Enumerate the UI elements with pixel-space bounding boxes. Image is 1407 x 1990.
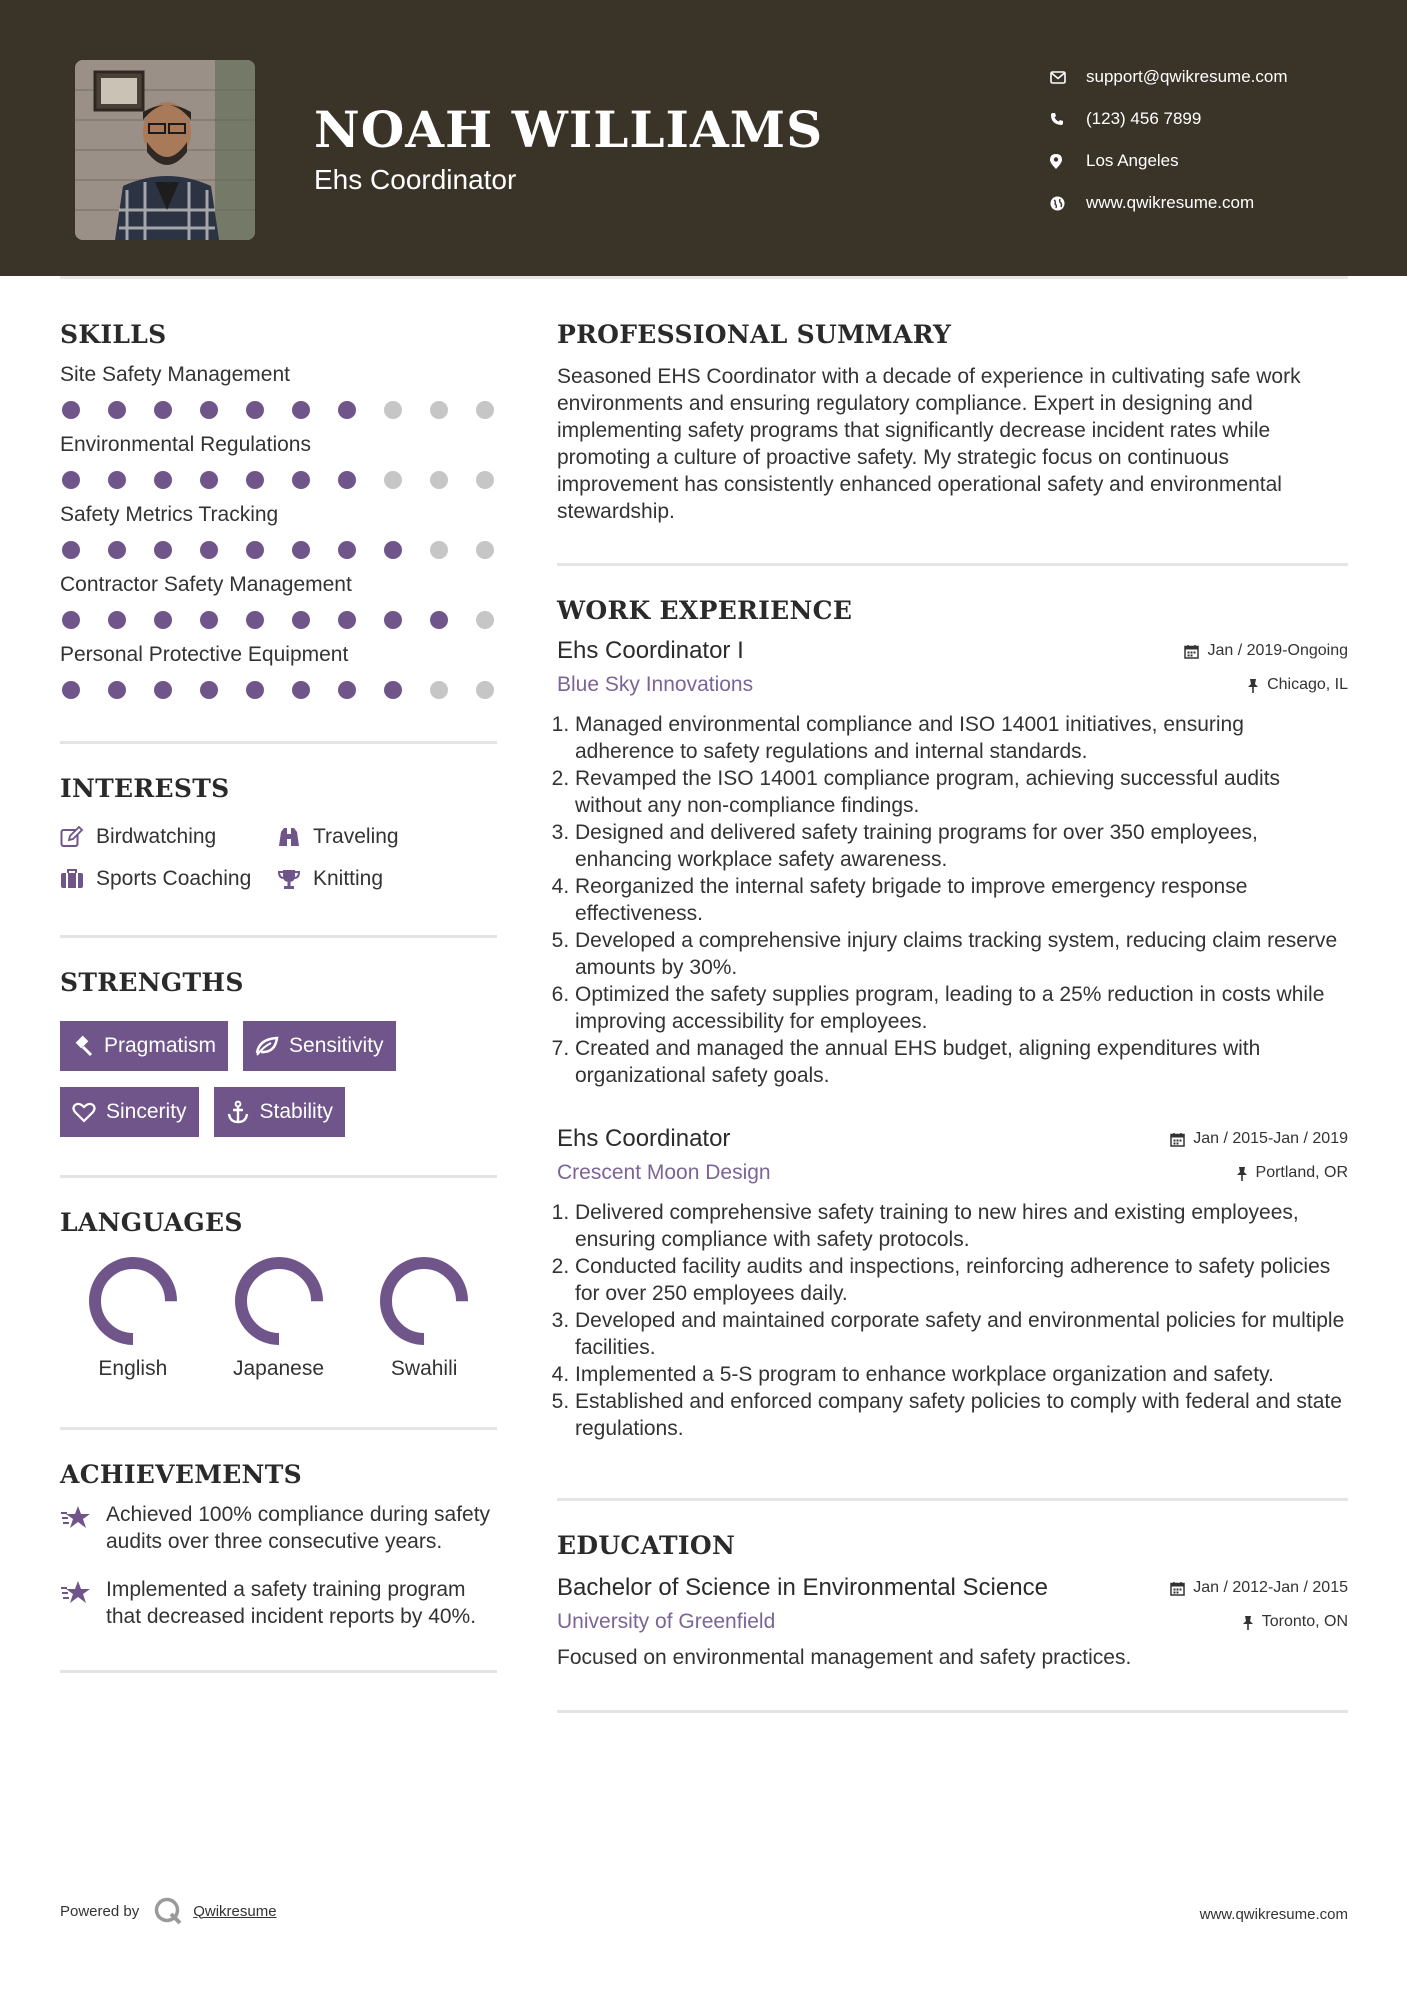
language-item xyxy=(60,1255,206,1381)
contact-location xyxy=(1050,140,1288,182)
star-badge-icon xyxy=(60,1580,92,1606)
job-location: Portland, OR xyxy=(1236,1164,1348,1182)
section-divider xyxy=(557,1710,1348,1713)
contact-website-text: www.qwikresume.com xyxy=(1086,193,1255,212)
header-divider xyxy=(60,276,1348,279)
heart-icon xyxy=(72,1101,96,1123)
rating-dot-filled xyxy=(338,401,356,419)
job-bullet: 4. Implemented a 5-S program to enhance workplace organization and safety. xyxy=(575,1361,1348,1388)
rating-dot-filled xyxy=(62,611,80,629)
job-bullets xyxy=(557,711,1348,1089)
rating-dot-empty xyxy=(430,471,448,489)
language-level-ring xyxy=(233,1255,325,1347)
education-heading: EDUCATION xyxy=(557,1531,736,1560)
rating-dot-filled xyxy=(154,471,172,489)
language-level-arc xyxy=(95,1263,171,1339)
qwikresume-link[interactable]: Qwikresume xyxy=(193,1902,277,1920)
resume-header xyxy=(0,0,1407,276)
rating-dot-filled xyxy=(338,681,356,699)
calendar-icon xyxy=(1170,1132,1185,1147)
interest-label: Traveling xyxy=(313,825,399,848)
achievements-heading: ACHIEVEMENTS xyxy=(60,1460,302,1489)
skill-rating xyxy=(62,611,497,629)
rating-dot-filled xyxy=(108,681,126,699)
skill-name: Safety Metrics Tracking xyxy=(60,503,279,526)
job-dates: Jan / 2019-Ongoing xyxy=(1184,642,1348,660)
powered-by-text: Powered by xyxy=(60,1902,140,1920)
achievement-text: Implemented a safety training program that decreased incident reports by 40%. xyxy=(106,1578,477,1628)
skill-rating xyxy=(62,401,497,419)
rating-dot-filled xyxy=(246,611,264,629)
rating-dot-filled xyxy=(62,471,80,489)
language-level-arc xyxy=(241,1263,317,1339)
school-name: University of Greenfield xyxy=(557,1610,776,1633)
rating-dot-filled xyxy=(108,541,126,559)
interests-heading: INTERESTS xyxy=(60,774,230,803)
job-entry xyxy=(557,637,1348,1089)
rating-dot-empty xyxy=(430,681,448,699)
language-label: Japanese xyxy=(232,1357,325,1380)
contact-email[interactable] xyxy=(1050,56,1288,98)
rating-dot-filled xyxy=(292,401,310,419)
languages-list xyxy=(60,1255,497,1381)
section-divider xyxy=(60,1427,497,1430)
language-level-ring xyxy=(378,1255,470,1347)
left-column xyxy=(60,320,497,1673)
section-divider xyxy=(557,563,1348,566)
rating-dot-filled xyxy=(200,471,218,489)
education-dates: Jan / 2012-Jan / 2015 xyxy=(1170,1579,1348,1597)
rating-dot-filled xyxy=(62,681,80,699)
section-divider xyxy=(60,935,497,938)
education-description: Focused on environmental management and safety practices. xyxy=(557,1646,1132,1669)
rating-dot-filled xyxy=(338,541,356,559)
rating-dot-empty xyxy=(476,541,494,559)
pushpin-icon xyxy=(1242,1615,1254,1630)
job-dates: Jan / 2015-Jan / 2019 xyxy=(1170,1130,1348,1148)
language-item xyxy=(351,1255,497,1381)
degree-title: Bachelor of Science in Environmental Science xyxy=(557,1574,1048,1601)
skill-item xyxy=(60,573,497,629)
job-bullet: 6. Optimized the safety supplies program, leading to a 25% reduction in costs while improving accessibility for employees. xyxy=(575,981,1348,1035)
rating-dot-empty xyxy=(476,681,494,699)
skill-item xyxy=(60,643,497,699)
candidate-name: NOAH WILLIAMS xyxy=(314,100,824,159)
job-bullet: 1. Managed environmental compliance and ISO 14001 initiatives, ensuring adherence to safety regulations and internal standards. xyxy=(575,711,1348,765)
job-location: Chicago, IL xyxy=(1247,676,1348,694)
interest-item xyxy=(60,825,277,849)
company-name: Crescent Moon Design xyxy=(557,1161,771,1184)
experience-section xyxy=(557,596,1348,1442)
anchor-icon xyxy=(226,1100,250,1124)
education-section xyxy=(557,1531,1348,1670)
rating-dot-filled xyxy=(384,611,402,629)
rating-dot-filled xyxy=(200,541,218,559)
rating-dot-filled xyxy=(246,541,264,559)
rating-dot-filled xyxy=(246,471,264,489)
summary-section xyxy=(557,320,1348,525)
achievement-item xyxy=(60,1576,497,1630)
rating-dot-filled xyxy=(292,681,310,699)
experience-heading: WORK EXPERIENCE xyxy=(557,596,853,625)
rating-dot-filled xyxy=(62,401,80,419)
job-bullet: 5. Established and enforced company safety policies to comply with federal and state regulations. xyxy=(575,1388,1348,1442)
skill-rating xyxy=(62,681,497,699)
education-location: Toronto, ON xyxy=(1242,1613,1348,1631)
skill-item xyxy=(60,363,497,419)
rating-dot-filled xyxy=(384,681,402,699)
language-item xyxy=(206,1255,352,1381)
interests-section xyxy=(60,774,497,891)
rating-dot-empty xyxy=(430,401,448,419)
profile-photo xyxy=(75,60,255,240)
footer-website[interactable]: www.qwikresume.com xyxy=(1199,1906,1348,1923)
map-pin-icon xyxy=(1050,154,1086,169)
section-divider xyxy=(60,741,497,744)
phone-icon xyxy=(1050,112,1086,126)
rating-dot-filled xyxy=(108,611,126,629)
rating-dot-empty xyxy=(384,401,402,419)
rating-dot-filled xyxy=(200,681,218,699)
rating-dot-empty xyxy=(384,471,402,489)
skill-item xyxy=(60,503,497,559)
skills-list xyxy=(60,363,497,699)
rating-dot-empty xyxy=(476,471,494,489)
education-entry xyxy=(557,1574,1348,1670)
rating-dot-empty xyxy=(476,611,494,629)
rating-dot-filled xyxy=(292,471,310,489)
candidate-title: Ehs Coordinator xyxy=(314,164,517,195)
strength-tag xyxy=(214,1087,346,1137)
job-title: Ehs Coordinator I xyxy=(557,637,744,664)
rating-dot-filled xyxy=(108,471,126,489)
binoculars-icon xyxy=(277,826,301,848)
interest-item xyxy=(60,867,277,891)
leaf-icon xyxy=(255,1035,279,1057)
achievement-text: Achieved 100% compliance during safety audits over three consecutive years. xyxy=(106,1503,491,1553)
globe-icon xyxy=(1050,196,1086,211)
skill-name: Personal Protective Equipment xyxy=(60,643,349,666)
rating-dot-filled xyxy=(384,541,402,559)
rating-dot-filled xyxy=(62,541,80,559)
strengths-list xyxy=(60,1021,497,1137)
rating-dot-filled xyxy=(292,541,310,559)
strength-label: Sincerity xyxy=(106,1100,187,1123)
skill-name: Contractor Safety Management xyxy=(60,573,352,596)
job-title: Ehs Coordinator xyxy=(557,1125,731,1152)
section-divider xyxy=(557,1498,1348,1501)
strengths-heading: STRENGTHS xyxy=(60,968,244,997)
pencil-icon xyxy=(60,826,84,848)
job-bullets xyxy=(557,1199,1348,1442)
company-name: Blue Sky Innovations xyxy=(557,673,754,696)
language-level-ring xyxy=(87,1255,179,1347)
job-entry xyxy=(557,1125,1348,1442)
interest-item xyxy=(277,867,497,891)
rating-dot-filled xyxy=(154,611,172,629)
contact-location-text: Los Angeles xyxy=(1086,151,1179,170)
rating-dot-filled xyxy=(154,681,172,699)
rating-dot-filled xyxy=(154,401,172,419)
envelope-icon xyxy=(1050,71,1086,84)
job-bullet: 2. Revamped the ISO 14001 compliance program, achieving successful audits without any non-compliance findings. xyxy=(575,765,1348,819)
achievement-item xyxy=(60,1501,497,1555)
strengths-section xyxy=(60,968,497,1137)
briefcase-icon xyxy=(60,868,84,890)
section-divider xyxy=(60,1670,497,1673)
section-divider xyxy=(60,1175,497,1178)
rating-dot-filled xyxy=(430,611,448,629)
skill-name: Site Safety Management xyxy=(60,363,290,386)
summary-heading: PROFESSIONAL SUMMARY xyxy=(557,320,952,349)
calendar-icon xyxy=(1184,644,1199,659)
contact-phone-text: (123) 456 7899 xyxy=(1086,109,1202,128)
gavel-icon xyxy=(72,1035,94,1057)
rating-dot-filled xyxy=(154,541,172,559)
footer-powered-by xyxy=(60,1896,277,1926)
interest-label: Knitting xyxy=(313,867,384,890)
job-bullet: 5. Developed a comprehensive injury claims tracking system, reducing claim reserve amounts by 30%. xyxy=(575,927,1348,981)
achievements-section xyxy=(60,1460,497,1630)
interests-list xyxy=(60,825,497,891)
skills-section xyxy=(60,320,497,699)
job-bullet: 4. Reorganized the internal safety brigade to improve emergency response effectiveness. xyxy=(575,873,1348,927)
contact-phone[interactable] xyxy=(1050,98,1288,140)
interest-label: Birdwatching xyxy=(96,825,217,848)
rating-dot-empty xyxy=(430,541,448,559)
rating-dot-filled xyxy=(246,401,264,419)
language-label: Swahili xyxy=(390,1357,458,1380)
rating-dot-filled xyxy=(292,611,310,629)
job-bullet: 3. Developed and maintained corporate safety and environmental policies for multiple facilities. xyxy=(575,1307,1348,1361)
job-bullet: 7. Created and managed the annual EHS budget, aligning expenditures with organizational safety goals. xyxy=(575,1035,1348,1089)
contact-list xyxy=(1050,56,1288,224)
job-bullet: 2. Conducted facility audits and inspections, reinforcing adherence to safety policies for over 250 employees daily. xyxy=(575,1253,1348,1307)
rating-dot-filled xyxy=(200,611,218,629)
qwikresume-logo-icon xyxy=(153,1896,183,1926)
skill-item xyxy=(60,433,497,489)
rating-dot-filled xyxy=(338,611,356,629)
skills-heading: SKILLS xyxy=(60,320,167,349)
interest-item xyxy=(277,825,497,849)
interest-label: Sports Coaching xyxy=(96,867,252,890)
skill-rating xyxy=(62,541,497,559)
strength-label: Sensitivity xyxy=(289,1034,384,1057)
strength-tag xyxy=(60,1087,199,1137)
strength-tag xyxy=(243,1021,396,1071)
strength-tag xyxy=(60,1021,228,1071)
pushpin-icon xyxy=(1247,678,1259,693)
calendar-icon xyxy=(1170,1581,1185,1596)
language-level-arc xyxy=(386,1263,462,1339)
strength-label: Stability xyxy=(259,1100,334,1123)
rating-dot-empty xyxy=(476,401,494,419)
jobs-list xyxy=(557,637,1348,1442)
languages-heading: LANGUAGES xyxy=(60,1208,243,1237)
job-bullet: 3. Designed and delivered safety training programs for over 350 employees, enhancing workplace safety awareness. xyxy=(575,819,1348,873)
contact-website[interactable] xyxy=(1050,182,1288,224)
rating-dot-filled xyxy=(108,401,126,419)
summary-text: Seasoned EHS Coordinator with a decade of experience in cultivating safe work environments and ensuring regulatory compliance. Expert in designing and implementing safety programs that significantly decrease incident rates while promoting a culture of proactive safety. My strategic focus on continuous improvement has consistently enhanced operational safety and environmental stewardship. xyxy=(557,365,1301,523)
skill-rating xyxy=(62,471,497,489)
rating-dot-filled xyxy=(246,681,264,699)
skill-name: Environmental Regulations xyxy=(60,433,311,456)
contact-email-text: support@qwikresume.com xyxy=(1086,67,1288,86)
star-badge-icon xyxy=(60,1505,92,1531)
strength-label: Pragmatism xyxy=(104,1034,217,1057)
trophy-icon xyxy=(277,868,301,890)
rating-dot-filled xyxy=(200,401,218,419)
job-bullet: 1. Delivered comprehensive safety training to new hires and existing employees, ensuring compliance with safety protocols. xyxy=(575,1199,1348,1253)
pushpin-icon xyxy=(1236,1166,1248,1181)
language-label: English xyxy=(98,1357,168,1380)
rating-dot-filled xyxy=(338,471,356,489)
right-column xyxy=(557,320,1348,1713)
languages-section xyxy=(60,1208,497,1381)
